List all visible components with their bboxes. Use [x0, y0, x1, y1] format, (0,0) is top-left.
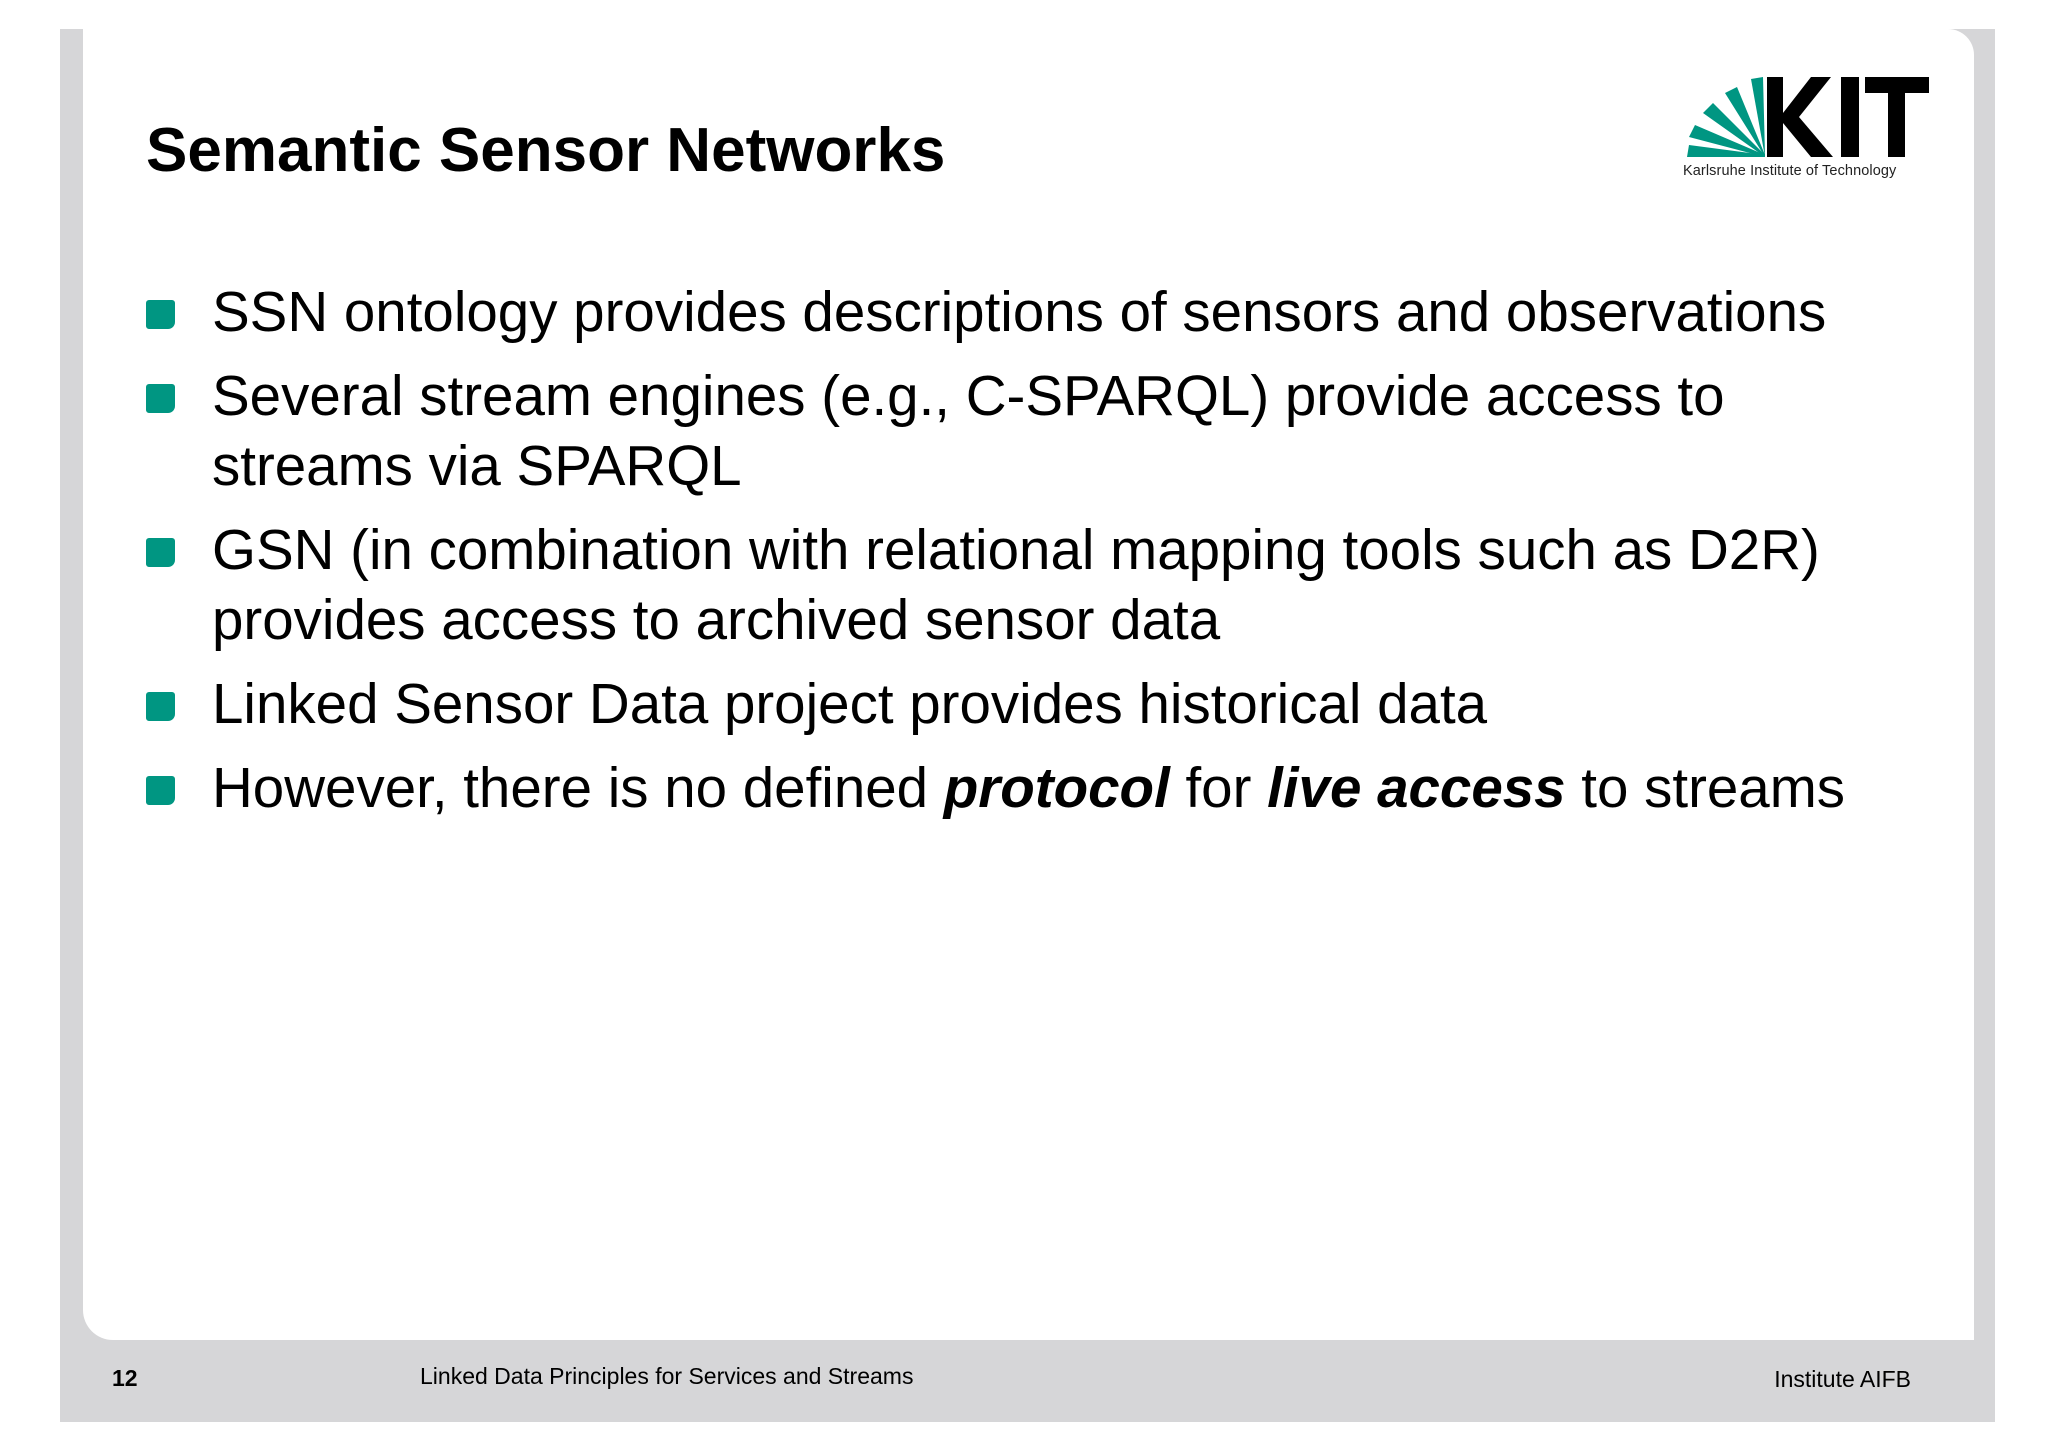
bullet-text-part: for [1169, 756, 1268, 819]
kit-logo-icon [1683, 73, 1929, 159]
page-number: 12 [112, 1365, 138, 1391]
bullet-square-icon [146, 384, 175, 413]
slide-canvas [83, 29, 1974, 1340]
bullet-item [146, 515, 1936, 655]
bullet-square-icon [146, 692, 175, 721]
bullet-text: Several stream engines (e.g., C-SPARQL) provide access to streams via SPARQL [212, 364, 1725, 497]
bullet-item [146, 277, 1936, 347]
bullet-text-part: However, there is no defined [212, 756, 944, 819]
bullet-list [146, 277, 1936, 837]
bullet-item [146, 669, 1936, 739]
bullet-square-icon [146, 776, 175, 805]
bullet-square-icon [146, 538, 175, 567]
bullet-square-icon [146, 300, 175, 329]
bullet-text-part: to streams [1565, 756, 1846, 819]
institute-label: Institute AIFB [1774, 1366, 1911, 1392]
kit-logo [1683, 73, 1933, 185]
bullet-item [146, 361, 1936, 501]
slide-title: Semantic Sensor Networks [146, 116, 946, 185]
bullet-text: GSN (in combination with relational mapping tools such as D2R) provides access to archived sensor data [212, 518, 1820, 651]
logo-tagline: Karlsruhe Institute of Technology [1683, 163, 1897, 179]
bullet-text: SSN ontology provides descriptions of sensors and observations [212, 280, 1827, 343]
slide-frame [60, 29, 1995, 1422]
bullet-item [146, 753, 1936, 823]
emphasis-live-access: live access [1267, 756, 1566, 819]
presentation-title: Linked Data Principles for Services and Streams [420, 1363, 914, 1389]
bullet-text: Linked Sensor Data project provides historical data [212, 672, 1488, 735]
emphasis-protocol: protocol [943, 756, 1170, 819]
